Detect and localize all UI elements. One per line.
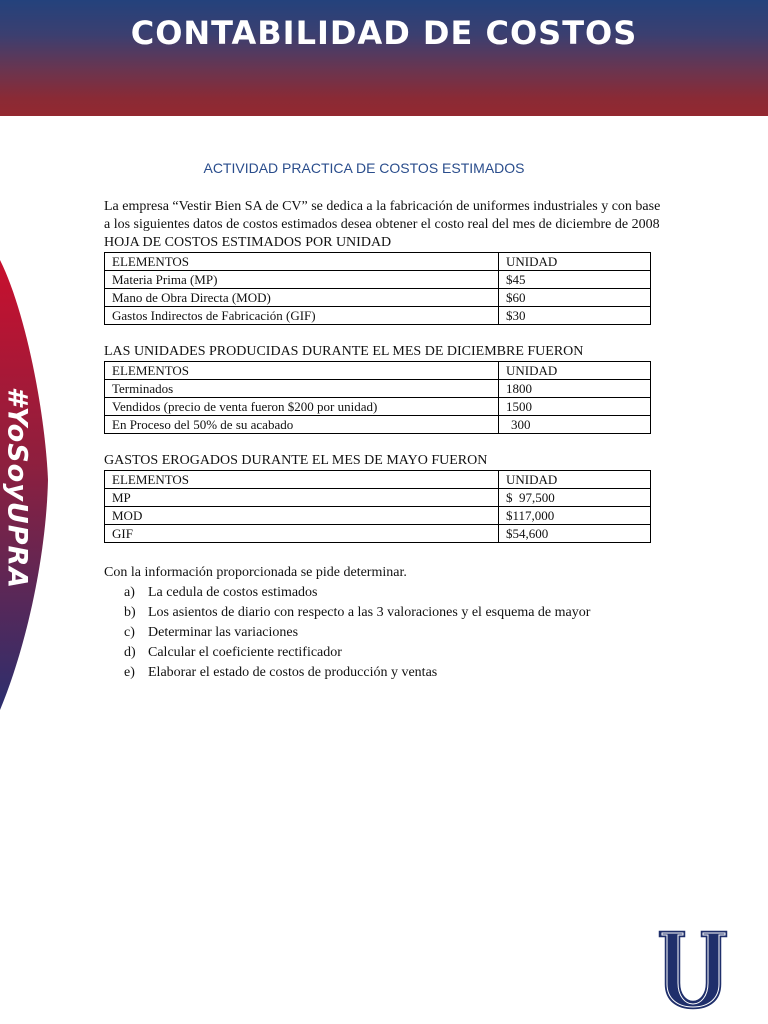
table-header-row bbox=[105, 362, 651, 380]
table-cell: 1500 bbox=[499, 398, 651, 416]
list-item-text: Elaborar el estado de costos de producción y ventas bbox=[148, 665, 438, 680]
table-cell: MP bbox=[105, 489, 499, 507]
list-marker: e) bbox=[124, 665, 135, 680]
expenses-table bbox=[104, 470, 651, 543]
table3-caption: GASTOS EROGADOS DURANTE EL MES DE MAYO FUERON bbox=[104, 453, 488, 468]
list-item bbox=[124, 663, 664, 683]
activity-subtitle: ACTIVIDAD PRACTICA DE COSTOS ESTIMADOS bbox=[203, 160, 525, 176]
header-cell: ELEMENTOS bbox=[105, 471, 499, 489]
units-produced-table bbox=[104, 361, 651, 434]
table-header-row bbox=[105, 471, 651, 489]
table-cell: $30 bbox=[499, 307, 651, 325]
header-cell: UNIDAD bbox=[499, 471, 651, 489]
table-row bbox=[105, 380, 651, 398]
task-list bbox=[124, 583, 664, 683]
table-row bbox=[105, 507, 651, 525]
table1-caption: HOJA DE COSTOS ESTIMADOS POR UNIDAD bbox=[104, 235, 392, 250]
table-cell: Materia Prima (MP) bbox=[105, 271, 499, 289]
header-cell: UNIDAD bbox=[499, 253, 651, 271]
header-cell: ELEMENTOS bbox=[105, 253, 499, 271]
table-row bbox=[105, 398, 651, 416]
list-item bbox=[124, 643, 664, 663]
list-marker: b) bbox=[124, 605, 136, 620]
header-cell: ELEMENTOS bbox=[105, 362, 499, 380]
table2-caption: LAS UNIDADES PRODUCIDAS DURANTE EL MES DE DICIEMBRE FUERON bbox=[104, 344, 584, 359]
tasks-section bbox=[104, 563, 664, 683]
table-cell: $60 bbox=[499, 289, 651, 307]
list-item-text: Calcular el coeficiente rectificador bbox=[148, 645, 342, 660]
page-header bbox=[0, 0, 768, 116]
table-cell: $117,000 bbox=[499, 507, 651, 525]
tasks-intro: Con la información proporcionada se pide determinar. bbox=[104, 565, 407, 580]
table-cell: $45 bbox=[499, 271, 651, 289]
table-row bbox=[105, 489, 651, 507]
table-row bbox=[105, 525, 651, 543]
table-row bbox=[105, 307, 651, 325]
side-hashtag bbox=[0, 380, 34, 595]
table-cell: GIF bbox=[105, 525, 499, 543]
list-item-text: Los asientos de diario con respecto a las 3 valoraciones y el esquema de mayor bbox=[148, 605, 591, 620]
list-item bbox=[124, 603, 664, 623]
table-cell: MOD bbox=[105, 507, 499, 525]
list-marker: a) bbox=[124, 585, 135, 600]
table-cell: Terminados bbox=[105, 380, 499, 398]
table-cell: Vendidos (precio de venta fueron $200 por unidad) bbox=[105, 398, 499, 416]
list-item-text: Determinar las variaciones bbox=[148, 625, 299, 640]
table-row bbox=[105, 271, 651, 289]
table-cell: $54,600 bbox=[499, 525, 651, 543]
header-title: CONTABILIDAD DE COSTOS bbox=[130, 14, 638, 52]
table-row bbox=[105, 416, 651, 434]
table-row bbox=[105, 289, 651, 307]
table-cell: Mano de Obra Directa (MOD) bbox=[105, 289, 499, 307]
intro-paragraph: La empresa “Vestir Bien SA de CV” se dedica a la fabricación de uniformes industriales y con base a los siguientes datos de costos estimados desea obtener el costo real del mes de diciembre de 2008 bbox=[104, 199, 661, 232]
estimated-costs-table bbox=[104, 252, 651, 325]
header-cell: UNIDAD bbox=[499, 362, 651, 380]
table-header-row bbox=[105, 253, 651, 271]
list-item bbox=[124, 623, 664, 643]
upra-logo bbox=[656, 928, 730, 1012]
table-cell: 300 bbox=[499, 416, 651, 434]
table-cell: Gastos Indirectos de Fabricación (GIF) bbox=[105, 307, 499, 325]
table-cell: $ 97,500 bbox=[499, 489, 651, 507]
table-cell: En Proceso del 50% de su acabado bbox=[105, 416, 499, 434]
list-item-text: La cedula de costos estimados bbox=[148, 585, 318, 600]
table-cell: 1800 bbox=[499, 380, 651, 398]
list-marker: c) bbox=[124, 625, 135, 640]
document-body bbox=[104, 160, 664, 683]
side-hashtag-text: #YoSoyUPRA bbox=[1, 386, 33, 589]
list-marker: d) bbox=[124, 645, 136, 660]
list-item bbox=[124, 583, 664, 603]
